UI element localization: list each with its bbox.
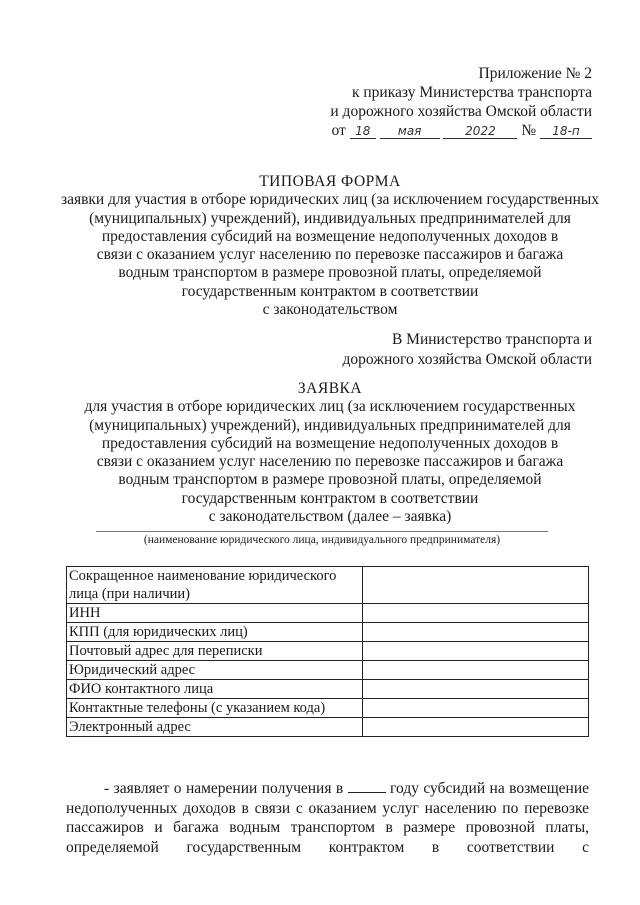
table-row [67, 661, 589, 680]
application-line: с законодательством (далее – заявка) [208, 508, 452, 526]
date-year: 2022 [443, 124, 517, 139]
table-row [67, 567, 589, 604]
table-value-cell[interactable] [362, 680, 588, 699]
appendix-line-2: к приказу Министерства транспорта [351, 84, 592, 101]
applicant-name-caption: (наименование юридического лица, индивидуального предпринимателя) [143, 534, 501, 546]
applicant-info-table [66, 566, 589, 737]
appendix-line-1: Приложение № 2 [478, 65, 592, 82]
applicant-name-line[interactable] [96, 531, 548, 532]
table-value-cell[interactable] [362, 604, 588, 623]
table-value-cell[interactable] [362, 661, 588, 680]
paragraph-part-1: - заявляет о намерении получения в [104, 780, 344, 797]
year-blank[interactable] [348, 780, 386, 793]
recipient-block [343, 330, 592, 370]
recipient-line-1: В Министерство транспорта и [391, 331, 592, 348]
typical-form-block [60, 173, 600, 319]
table-value-cell[interactable] [362, 699, 588, 718]
appendix-line-3: и дорожного хозяйства Омской области [330, 103, 592, 120]
typical-form-line: (муниципальных) учреждений), индивидуальных предпринимателей для [89, 209, 571, 227]
application-line: для участия в отборе юридических лиц (за исключением государственных [84, 398, 576, 416]
appendix-date-row [330, 121, 592, 140]
intent-paragraph [66, 779, 589, 857]
application-line: связи с оказанием услуг населению по перевозке пассажиров и багажа [96, 453, 564, 471]
application-title: ЗАЯВКА [297, 380, 363, 397]
order-number: 18-п [540, 124, 592, 139]
date-month: мая [380, 124, 440, 139]
table-row [67, 680, 589, 699]
table-label: Почтовый адрес для переписки [67, 642, 363, 661]
table-label: Электронный адрес [67, 718, 363, 737]
date-prefix: от [331, 122, 346, 139]
typical-form-line: предоставления субсидий на возмещение недополученных доходов в [101, 227, 559, 245]
table-label: ФИО контактного лица [67, 680, 363, 699]
typical-form-line: связи с оказанием услуг населению по перевозке пассажиров и багажа [96, 246, 564, 264]
table-row [67, 718, 589, 737]
table-value-cell[interactable] [362, 567, 588, 604]
table-value-cell[interactable] [362, 623, 588, 642]
number-prefix: № [521, 122, 537, 139]
typical-form-line: заявки для участия в отборе юридических лиц (за исключением государственных [60, 191, 600, 209]
table-row [67, 623, 589, 642]
typical-form-line: государственным контрактом в соответствии [181, 282, 479, 300]
application-line: государственным контрактом в соответствии [181, 489, 479, 507]
appendix-header [330, 64, 592, 140]
table-row [67, 642, 589, 661]
application-line: предоставления субсидий на возмещение недополученных доходов в [101, 434, 559, 452]
table-value-cell[interactable] [362, 642, 588, 661]
date-day: 18 [350, 124, 376, 139]
table-label: Сокращенное наименование юридического лица (при наличии) [67, 567, 363, 604]
paragraph-part-2: году субсидий на возмещение недополученных доходов в связи с оказанием услуг населению по перевозке пассажиров и багажа водным транспортом в размере провозной платы, определяемой государственным контрактом в соответствии с [66, 780, 589, 856]
table-label: Контактные телефоны (с указанием кода) [67, 699, 363, 718]
application-line: водным транспортом в размере провозной платы, определяемой [118, 471, 542, 489]
application-block [60, 380, 600, 526]
table-row [67, 604, 589, 623]
table-label: КПП (для юридических лиц) [67, 623, 363, 642]
typical-form-line: с законодательством [262, 301, 398, 319]
table-label: Юридический адрес [67, 661, 363, 680]
typical-form-line: водным транспортом в размере провозной платы, определяемой [118, 264, 542, 282]
table-value-cell[interactable] [362, 718, 588, 737]
typical-form-title: ТИПОВАЯ ФОРМА [259, 173, 401, 190]
table-label: ИНН [67, 604, 363, 623]
table-row [67, 699, 589, 718]
recipient-line-2: дорожного хозяйства Омской области [342, 351, 592, 368]
application-line: (муниципальных) учреждений), индивидуальных предпринимателей для [89, 416, 571, 434]
